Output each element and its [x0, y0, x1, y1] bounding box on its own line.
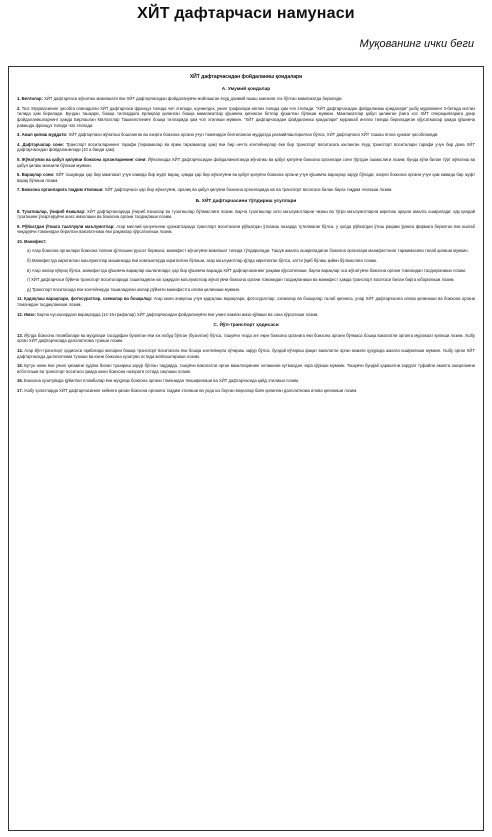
- manifest-subparagraph: а) Агар божхона органлари божхона тилини қўллашни рухсат бермаса, манифест жўнатувчи мамлакат тилида тўлдирилади. Ташув амалга ошириладиган божхона органлари манифестнинг таржимасини талаб қилиши мумкин.: [27, 248, 469, 254]
- rule-text: Агар миллий қонунчилик ҳужжатларида транспорт воситасини рўйхатдан ўтказиш назарда тутилмаган бўлса, у ҳолда рўйхатдан ўтиш рақами ўрнига фирмага берилган ёки ишлаб чиқарувчи томонидан берилган ваколатнома ёки рақамлар кўрсатилиши лозим.: [17, 223, 475, 235]
- rule-paragraph: [17, 172, 475, 183]
- rule-text: Ушбу ҳолатларда ХЙТ дафтарчасининг кейинги қисми божхона органига тақдим этилиши ва унда юз берган воқеалар баён қилинган далолатнома илова қилиниши лозим.: [24, 387, 358, 393]
- rule-text: ХЙТ дафтарчаси жўнатиш бошланган ва охирги божхона органи учун томонидан белгиланган муддатда расмийлаштирилган бўлса, ХЙТ дафтарчаси ХЙТ ташиш ягона ҳужжат ҳисобланади.: [68, 132, 439, 138]
- rule-paragraph: [17, 224, 475, 235]
- rule-text: ХЙТ ташувида ҳар бир мамлакат учун камида бир жуфт варақ, ҳамда ҳар бир жўнатувчи ва қабул қилувчи божхона органи учун қўшимча варақлар зарур бўлади; охирги божхона органи учун ҳам камида бир жуфт варақ бўлиши лозим.: [17, 172, 475, 183]
- section-title-accident: С. Йўл-транспорт ҳодисаси: [213, 323, 279, 329]
- rule-label: 15.: [17, 363, 23, 369]
- rule-label: 13.: [17, 332, 23, 338]
- rule-paragraph: [17, 363, 475, 374]
- rule-label: 10. Манифест:: [17, 238, 47, 244]
- manifest-subparagraph: д) Транспорт воситасида ёки контейнерда ташиладиган юклар рўйхати манифестга илова қилиниши мумкин.: [27, 286, 241, 292]
- section-title-filling: Б. ХЙТ дафтарчасини тўлдириш усуллари: [195, 198, 297, 204]
- rule-text: ХЙТ дафтарчаси ҳар бир жўнатувчи, оралиқ ва қабул қилувчи божхона органларида юк ва транспорт воситаси билан бирга тақдим этилиши лозим.: [104, 187, 393, 193]
- rule-paragraph: [17, 312, 475, 318]
- rule-label: 8. Тузатишлар, ўчириб ёзишлар:: [17, 208, 86, 214]
- rule-text: Транспорт воситаларининг тарафи (тиркамалар ва ярим тиркамалар ҳам) ёки бир нечта контейнерлар ёки бир транспорт воситасига юкланган ёхуд транспорт воситалари тарафи учун бир дона ХЙТ дафтарчасидан фойдаланилади (10 а банди ҳам).: [17, 141, 475, 153]
- rule-text: Агар йўл-транспорт ҳодисаси оқибатида юкларни бошқа транспорт воситасига ёки бошқа контейнерга кўчириш зарур бўлса, бундай кўчириш фақат ваколатли орган вакили ҳузурида амалга оширилиши мумкин. Ушбу орган ХЙТ дафтарчасида далолатнома тузиши ва юкни божхона кузатуви остида жойлаштириши лозим.: [17, 348, 476, 359]
- rule-paragraph: [17, 296, 475, 307]
- rule-text: Йўналишда ХЙТ дафтарчасидан фойдаланилганда жўнатиш ва қабул қилувчи божхона органлари сони тўртдан ошмаслиги лозим; бунда кўпи билан тўрт жўнатиш ва қабул қилиш манзили бўлиши мумкин.: [17, 156, 475, 168]
- rule-text: ХЙТ дафтарчаси жўнатиш мамлакати ёки ХЙТ дафтарчасидан фойдаланувчи жойлашган ёхуд доимий яшаш манзили эга бўлган мамлакатда берилади.: [44, 96, 343, 102]
- rule-paragraph: [17, 142, 475, 153]
- rule-label: 4. Дафтарчалар сони:: [17, 141, 65, 147]
- rule-paragraph: [17, 333, 475, 344]
- rule-label: 14.: [17, 348, 23, 353]
- rule-label: 12. Имзо:: [17, 311, 36, 317]
- rule-text: ХЙТ дафтарчаларида ўчириб ёзишлар ва тузатишлар бўлмаслиги лозим. Барча тузатишлар хато маълумотларни чизиш ва тўғри маълумотларни киритиш орқали амалга оширилади; ҳар қандай тузатишни ўзгартирувчи шахс имзолаши ва божхона органи тасдиқлаши лозим.: [17, 208, 475, 220]
- rule-paragraph: [17, 239, 475, 245]
- rule-paragraph: [17, 106, 475, 128]
- rule-label: 17.: [17, 387, 23, 393]
- manifest-subparagraph: б) Манифестда киритилган маълумотлар машинкада ёки компьютерда киритилган бўлиши, агар маълумотлар қўлда киритилган бўлса, хатти ўқиб бўлиш қийин бўлмаслиги лозим.: [27, 258, 378, 264]
- rule-paragraph: [17, 348, 475, 359]
- rule-paragraph: [17, 187, 475, 193]
- manifest-subparagraph: в) Агар юклар кўпроқ бўлса, манифестда қўшимча варақлар ишлатилади; ҳар бир қўшимча варақда ХЙТ дафтарчасининг рақами кўрсатилиши, барча варақлар эса жўнатувчи божхона органи томонидан тасдиқланиши лозим.: [27, 267, 467, 273]
- rule-text: Бутун юкни ёки унинг қисмини зудлик билан тушириш зарур бўлган тақдирда, ташувчи ваколатли орган вакилларининг келишини кутмасдан чора кўриши мумкин. Ташувчи бундай ҳаракатни зарурат туфайли амалга оширганини исботлаши ва транспорт воситаси ҳамда юкни божхона назорати остида сақлаши лозим.: [17, 363, 475, 374]
- rule-text: Йўлда божхона пломбалари ва муҳрлари тасодифан бузилган ёки юк нобуд бўлган (бузилган) бўлса, ташувчи тезда энг яқин божхона органига ёки божхона органи бўлмаса бошқа ваколатли органга мурожаат қилиши лозим. Ушбу орган ХЙТ дафтарчасида далолатнома тузиши лозим.: [17, 332, 476, 344]
- rule-paragraph: [17, 209, 475, 220]
- rule-label: 6. Варақлар сони:: [17, 172, 55, 178]
- rule-label: 2.: [17, 105, 21, 111]
- page-subtitle: Муқованинг ички беги: [359, 38, 474, 50]
- rule-paragraph: [17, 157, 475, 168]
- section-title-general: А. Умумий қоидалар: [221, 86, 271, 92]
- manifest-subparagraph: г) ХЙТ дафтарчаси бўйича транспорт воситаларида ташиладиган юк ҳақидаги маълумотлар жўнатувчи божхона органи томонидан тасдиқланиши ва манифест ҳамда транспорт воситаси билан бирга юборилиши лозим.: [27, 277, 455, 283]
- page-title: ХЙТ дафтарчаси намунаси: [137, 5, 355, 22]
- rule-label: 16.: [17, 378, 23, 384]
- rule-text: Агар юкни аниқлаш учун қадоқлаш варақлари, фотосуратлар, схемалар ва бошқалар талаб қилинса, улар ХЙТ дафтарчасига илова қилиниши ва божхона органи томонидан тасдиқланиши лозим.: [17, 296, 475, 308]
- rule-label: 7. Божхона органларига тақдим этилиши:: [17, 187, 104, 193]
- rule-paragraph: [17, 388, 475, 394]
- rule-text: Тил: Муқовасининг ҳисобга олинадиган ХЙТ дафтарчаси француз тилида чоп этилади, шунингдек, унинг графалари инглиз тилида ҳам чоп этилади. "ХЙТ дафтарчасидан фойдаланиш қоидалари" ушбу муқованинг 3-бетида инглиз тилида ҳам берилади. Бундан ташқари, бошқа тиллардага ёрлиқлар қилинган бошқа мамлакатлар қўшимча қилинган бетлар қўшилган бўлиши мумкин. Мамлакатлар қабул қилинган ўзига хос ХЙТ операцияларига доир фойдаланишларнинг ҳамда Бирлашган Миллатлар Ташкилотининг бошқа тилларида ҳам чоп этилиши мумкин. "ХЙТ дафтарчасидан фойдаланиш қоидалари" мураккаб инглиз тилида бериладиган кўрсатмалар ҳамда қўшимча равишда француз тилида чоп этилади.: [17, 105, 475, 128]
- rule-label: 1. Белгилар:: [17, 96, 43, 102]
- rule-paragraph: [17, 96, 475, 102]
- document-heading: ХЙТ дафтарчасидан фойдаланиш қоидалари: [189, 74, 303, 80]
- rule-paragraph: [17, 378, 475, 384]
- rule-label: 5. Жўнатувчи ва қабул қилувчи божхона органларининг сони:: [17, 156, 147, 162]
- rule-label: 3. Амал қилиш муддати:: [17, 132, 68, 138]
- rule-text: Божхона кузатувида қўйилган пломбалар ёки муҳрлар божхона органи томонидан текширилиши ва ХЙТ дафтарчасида қайд этилиши лозим.: [24, 378, 300, 384]
- rule-paragraph: [17, 132, 475, 138]
- rule-label: 9. Рўйхатдан ўтишга тааллуқли маълумотлар:: [17, 223, 115, 229]
- document-frame: [8, 66, 484, 831]
- rule-label: 11. Қадоқлаш варақлари, фотосуратлар, схемалар ва бошқалар:: [17, 296, 153, 302]
- rule-text: Барча нусхалардаги варақларда (14-15-графалар) ХЙТ дафтарчасидан фойдаланувчи ёки унинг вакили имзо қўйиши ва сана кўрсатиши лозим.: [37, 311, 319, 317]
